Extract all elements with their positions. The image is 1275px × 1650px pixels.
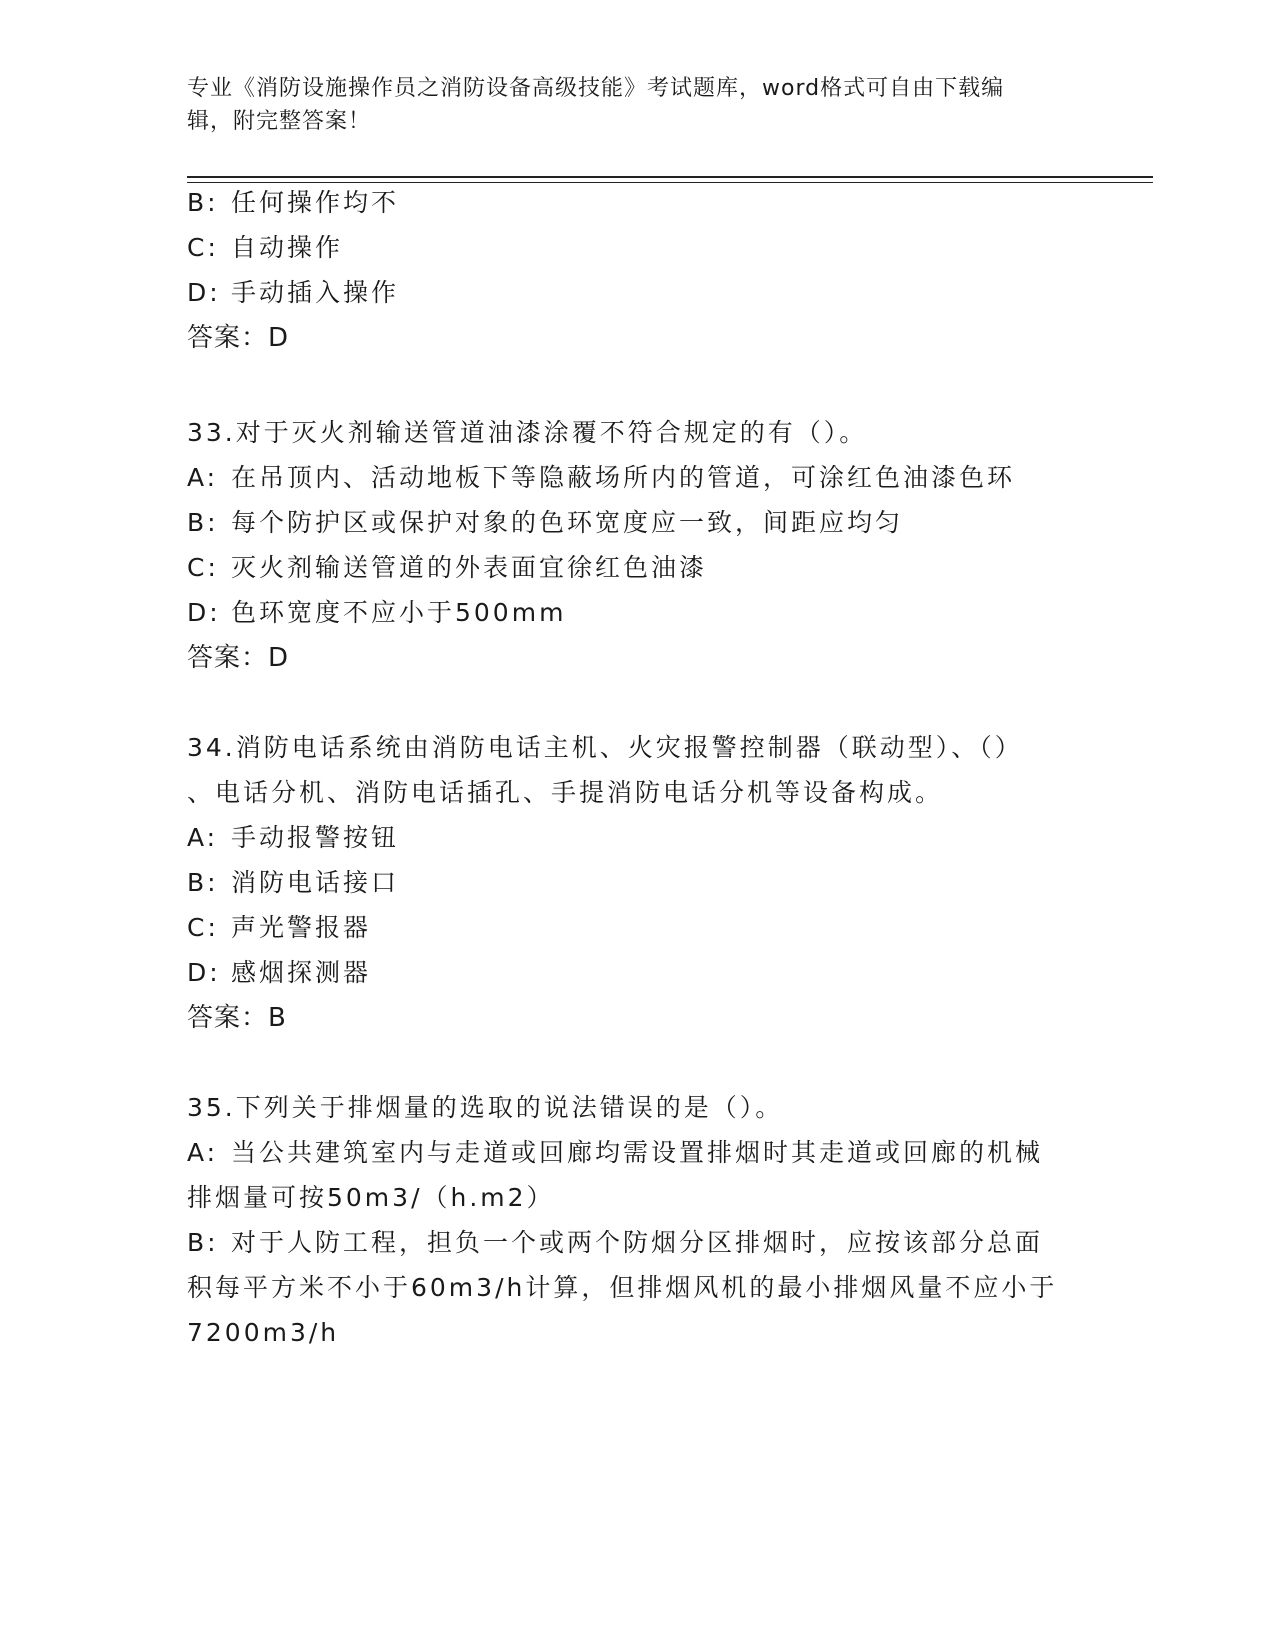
q35-option-b-line-2: 积每平方米不小于60m3/h计算，但排烟风机的最小排烟风量不应小于 [187,1273,1058,1302]
option-text: 声光警报器 [231,913,372,942]
document-header [187,72,1067,138]
q34-option-c [187,911,371,945]
q34-option-b [187,866,399,900]
option-text: 当公共建筑室内与走道或回廊均需设置排烟时其走道或回廊的机械 [231,1138,1044,1167]
option-text: 消防电话接口 [231,868,400,897]
option-text: 对于人防工程，担负一个或两个防烟分区排烟时，应按该部分总面 [231,1228,1044,1257]
q33-stem: 33.对于灭火剂输送管道油漆涂覆不符合规定的有（）。 [187,418,868,447]
header-line-2: 辑，附完整答案！ [187,109,372,134]
q34-stem-line-2: 、电话分机、消防电话插孔、手提消防电话分机等设备构成。 [187,778,944,807]
header-line-1: 专业《消防设施操作员之消防设备高级技能》考试题库，word格式可自由下载编 [187,76,1005,101]
q34-option-a [187,821,399,855]
option-label: D: [187,958,221,987]
option-text: 感烟探测器 [231,958,372,987]
option-text: 手动报警按钮 [231,823,400,852]
header-divider-thick [187,176,1153,178]
q35-option-a-line-2: 排烟量可按50m3/（h.m2） [187,1183,555,1212]
option-label: B: [187,188,219,217]
q33-option-a [187,461,1015,495]
q33-option-c [187,551,707,585]
q32-option-d [187,276,399,310]
header-divider-thin [187,182,1153,183]
q33-option-b [187,506,903,540]
option-label: C: [187,913,219,942]
option-text: 每个防护区或保护对象的色环宽度应一致，间距应均匀 [231,508,904,537]
option-text: 自动操作 [231,233,344,262]
option-label: A: [187,823,219,852]
option-text: 手动插入操作 [231,278,400,307]
q34-option-d [187,956,371,990]
q34-stem-line-1: 34.消防电话系统由消防电话主机、火灾报警控制器（联动型）、（） [187,733,1023,762]
q32-option-c [187,231,343,265]
option-label: C: [187,233,219,262]
q33-option-d [187,596,566,630]
option-text: 灭火剂输送管道的外表面宜徐红色油漆 [231,553,708,582]
q34-answer: 答案：B [187,1003,287,1033]
q35-option-a-line-1 [187,1136,1043,1170]
q32-option-b [187,186,399,220]
option-label: A: [187,463,219,492]
q32-answer: 答案：D [187,323,290,353]
q35-stem: 35.下列关于排烟量的选取的说法错误的是（）。 [187,1093,784,1122]
option-text: 在吊顶内、活动地板下等隐蔽场所内的管道，可涂红色油漆色环 [231,463,1016,492]
option-label: D: [187,278,221,307]
option-label: B: [187,1228,219,1257]
q35-option-b-line-3: 7200m3/h [187,1318,340,1347]
option-label: A: [187,1138,219,1167]
option-label: B: [187,868,219,897]
option-label: D: [187,598,221,627]
option-label: C: [187,553,219,582]
q33-answer: 答案：D [187,643,290,673]
option-text: 任何操作均不 [231,188,400,217]
option-text: 色环宽度不应小于500mm [231,598,567,627]
q35-option-b-line-1 [187,1226,1043,1260]
option-label: B: [187,508,219,537]
